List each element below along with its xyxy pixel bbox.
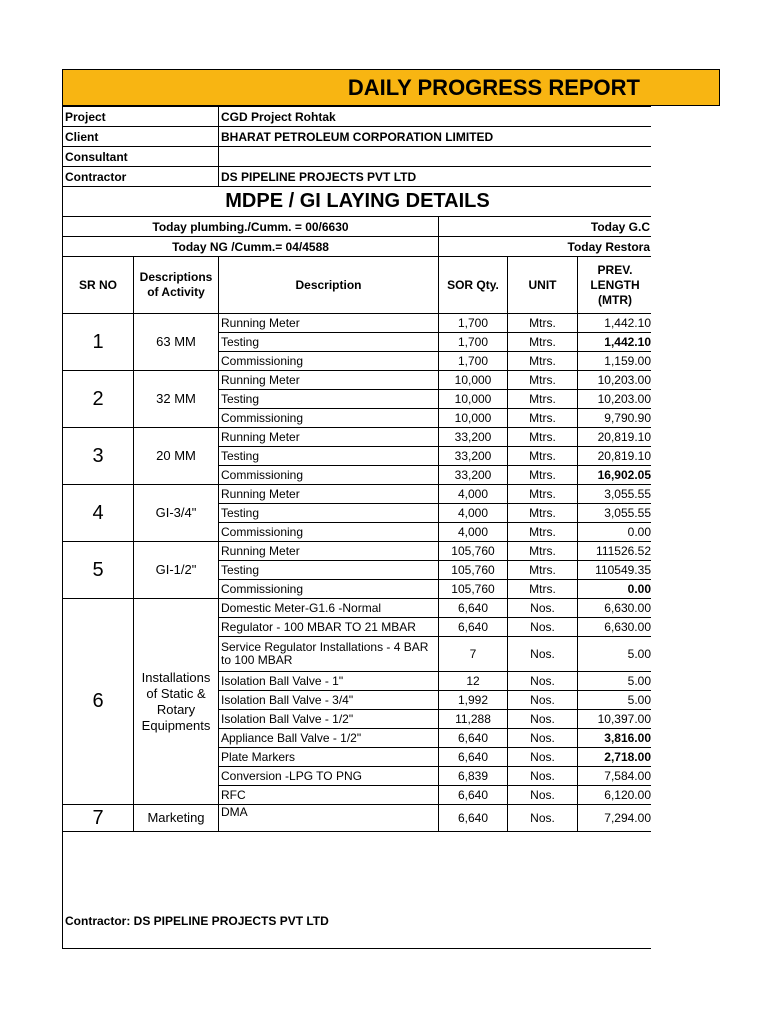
- unit-cell: Mtrs.: [508, 352, 578, 371]
- table-row: [63, 428, 652, 447]
- prev-length-cell: 10,397.00: [578, 710, 652, 729]
- description-cell: Commissioning: [219, 580, 439, 599]
- sor-qty-cell: 11,288: [439, 710, 508, 729]
- description-cell: Service Regulator Installations - 4 BAR to 100 MBAR: [219, 637, 439, 672]
- header-prev-length: PREV. LENGTH (MTR): [578, 257, 652, 314]
- activity-cell: Marketing: [134, 805, 219, 832]
- header-unit: UNIT: [508, 257, 578, 314]
- info-row-project: [63, 107, 652, 127]
- unit-cell: Mtrs.: [508, 561, 578, 580]
- sor-qty-cell: 6,640: [439, 618, 508, 637]
- description-cell: Testing: [219, 561, 439, 580]
- unit-cell: Mtrs.: [508, 333, 578, 352]
- summary-row-2: [63, 237, 652, 257]
- info-value: BHARAT PETROLEUM CORPORATION LIMITED: [219, 127, 652, 147]
- sor-qty-cell: 105,760: [439, 580, 508, 599]
- info-label: Contractor: [63, 167, 219, 187]
- sor-qty-cell: 6,640: [439, 805, 508, 832]
- unit-cell: Nos.: [508, 691, 578, 710]
- section-title-row: [63, 187, 652, 217]
- progress-table: [62, 106, 651, 832]
- sr-no-cell: 7: [63, 805, 134, 832]
- footer-table: [62, 831, 651, 949]
- prev-length-cell: 0.00: [578, 580, 652, 599]
- prev-length-cell: 5.00: [578, 637, 652, 672]
- unit-cell: Nos.: [508, 710, 578, 729]
- sr-no-cell: 1: [63, 314, 134, 371]
- sr-no-cell: 2: [63, 371, 134, 428]
- description-cell: Appliance Ball Valve - 1/2": [219, 729, 439, 748]
- prev-length-cell: 3,055.55: [578, 485, 652, 504]
- header-activity: Descriptions of Activity: [134, 257, 219, 314]
- sr-no-cell: 5: [63, 542, 134, 599]
- footer-contractor: Contractor: DS PIPELINE PROJECTS PVT LTD: [63, 832, 652, 949]
- prev-length-cell: 7,294.00: [578, 805, 652, 832]
- unit-cell: Nos.: [508, 618, 578, 637]
- activity-cell: Installations of Static & Rotary Equipments: [134, 599, 219, 805]
- sor-qty-cell: 7: [439, 637, 508, 672]
- sor-qty-cell: 12: [439, 672, 508, 691]
- unit-cell: Mtrs.: [508, 485, 578, 504]
- unit-cell: Mtrs.: [508, 409, 578, 428]
- prev-length-cell: 1,159.00: [578, 352, 652, 371]
- sor-qty-cell: 4,000: [439, 485, 508, 504]
- summary-row-1: [63, 217, 652, 237]
- prev-length-cell: 5.00: [578, 691, 652, 710]
- prev-length-cell: 110549.35: [578, 561, 652, 580]
- summary-gc: Today G.C: [439, 217, 652, 237]
- sor-qty-cell: 6,640: [439, 729, 508, 748]
- prev-length-cell: 10,203.00: [578, 371, 652, 390]
- description-cell: DMA: [219, 805, 439, 832]
- sr-no-cell: 3: [63, 428, 134, 485]
- sor-qty-cell: 6,839: [439, 767, 508, 786]
- prev-length-cell: 6,630.00: [578, 618, 652, 637]
- description-cell: Running Meter: [219, 485, 439, 504]
- header-description: Description: [219, 257, 439, 314]
- description-cell: Isolation Ball Valve - 1": [219, 672, 439, 691]
- prev-length-cell: 9,790.90: [578, 409, 652, 428]
- sor-qty-cell: 1,700: [439, 333, 508, 352]
- prev-length-cell: 0.00: [578, 523, 652, 542]
- description-cell: Testing: [219, 447, 439, 466]
- unit-cell: Mtrs.: [508, 371, 578, 390]
- info-row-contractor: [63, 167, 652, 187]
- description-cell: Running Meter: [219, 371, 439, 390]
- prev-length-cell: 6,630.00: [578, 599, 652, 618]
- info-row-client: [63, 127, 652, 147]
- sor-qty-cell: 10,000: [439, 409, 508, 428]
- summary-restoration: Today Restora: [439, 237, 652, 257]
- prev-length-cell: 5.00: [578, 672, 652, 691]
- section-title: MDPE / GI LAYING DETAILS: [63, 187, 652, 217]
- sor-qty-cell: 33,200: [439, 466, 508, 485]
- description-cell: Running Meter: [219, 314, 439, 333]
- table-row: [63, 542, 652, 561]
- unit-cell: Mtrs.: [508, 466, 578, 485]
- table-row: [63, 485, 652, 504]
- sr-no-cell: 6: [63, 599, 134, 805]
- prev-length-cell: 10,203.00: [578, 390, 652, 409]
- sor-qty-cell: 1,700: [439, 314, 508, 333]
- sor-qty-cell: 10,000: [439, 371, 508, 390]
- description-cell: Commissioning: [219, 409, 439, 428]
- sor-qty-cell: 10,000: [439, 390, 508, 409]
- prev-length-cell: 111526.52: [578, 542, 652, 561]
- unit-cell: Nos.: [508, 672, 578, 691]
- info-label: Consultant: [63, 147, 219, 167]
- sr-no-cell: 4: [63, 485, 134, 542]
- activity-cell: 32 MM: [134, 371, 219, 428]
- unit-cell: Mtrs.: [508, 504, 578, 523]
- header-sr-no: SR NO: [63, 257, 134, 314]
- description-cell: RFC: [219, 786, 439, 805]
- prev-length-cell: 6,120.00: [578, 786, 652, 805]
- description-cell: Commissioning: [219, 352, 439, 371]
- unit-cell: Nos.: [508, 748, 578, 767]
- description-cell: Isolation Ball Valve - 3/4": [219, 691, 439, 710]
- sor-qty-cell: 6,640: [439, 786, 508, 805]
- unit-cell: Mtrs.: [508, 523, 578, 542]
- prev-length-cell: 20,819.10: [578, 447, 652, 466]
- summary-plumbing: Today plumbing./Cumm. = 00/6630: [63, 217, 439, 237]
- unit-cell: Mtrs.: [508, 428, 578, 447]
- sor-qty-cell: 33,200: [439, 428, 508, 447]
- unit-cell: Nos.: [508, 729, 578, 748]
- prev-length-cell: 2,718.00: [578, 748, 652, 767]
- unit-cell: Mtrs.: [508, 390, 578, 409]
- description-cell: Testing: [219, 504, 439, 523]
- sor-qty-cell: 6,640: [439, 599, 508, 618]
- prev-length-cell: 16,902.05: [578, 466, 652, 485]
- info-label: Client: [63, 127, 219, 147]
- unit-cell: Mtrs.: [508, 314, 578, 333]
- sor-qty-cell: 105,760: [439, 542, 508, 561]
- activity-cell: 63 MM: [134, 314, 219, 371]
- prev-length-cell: 1,442.10: [578, 314, 652, 333]
- description-cell: Testing: [219, 333, 439, 352]
- activity-cell: GI-3/4": [134, 485, 219, 542]
- unit-cell: Nos.: [508, 599, 578, 618]
- table-row: [63, 599, 652, 618]
- description-cell: Running Meter: [219, 428, 439, 447]
- prev-length-cell: 3,816.00: [578, 729, 652, 748]
- sor-qty-cell: 1,700: [439, 352, 508, 371]
- sor-qty-cell: 4,000: [439, 504, 508, 523]
- unit-cell: Mtrs.: [508, 580, 578, 599]
- table-row: [63, 314, 652, 333]
- info-value: [219, 147, 652, 167]
- activity-cell: 20 MM: [134, 428, 219, 485]
- description-cell: Commissioning: [219, 523, 439, 542]
- description-cell: Isolation Ball Valve - 1/2": [219, 710, 439, 729]
- sor-qty-cell: 4,000: [439, 523, 508, 542]
- unit-cell: Nos.: [508, 637, 578, 672]
- sor-qty-cell: 6,640: [439, 748, 508, 767]
- description-cell: Conversion -LPG TO PNG: [219, 767, 439, 786]
- unit-cell: Nos.: [508, 805, 578, 832]
- unit-cell: Mtrs.: [508, 542, 578, 561]
- sor-qty-cell: 105,760: [439, 561, 508, 580]
- info-value: CGD Project Rohtak: [219, 107, 652, 127]
- prev-length-cell: 7,584.00: [578, 767, 652, 786]
- report-sheet: [62, 69, 651, 949]
- prev-length-cell: 1,442.10: [578, 333, 652, 352]
- summary-ng: Today NG /Cumm.= 04/4588: [63, 237, 439, 257]
- activity-cell: GI-1/2": [134, 542, 219, 599]
- description-cell: Plate Markers: [219, 748, 439, 767]
- description-cell: Domestic Meter-G1.6 -Normal: [219, 599, 439, 618]
- unit-cell: Nos.: [508, 786, 578, 805]
- description-cell: Testing: [219, 390, 439, 409]
- prev-length-cell: 3,055.55: [578, 504, 652, 523]
- table-header: [63, 257, 652, 314]
- header-sor-qty: SOR Qty.: [439, 257, 508, 314]
- unit-cell: Nos.: [508, 767, 578, 786]
- info-row-consultant: [63, 147, 652, 167]
- info-value: DS PIPELINE PROJECTS PVT LTD: [219, 167, 652, 187]
- table-row: [63, 371, 652, 390]
- sor-qty-cell: 33,200: [439, 447, 508, 466]
- table-row: [63, 805, 652, 832]
- report-title: DAILY PROGRESS REPORT: [347, 75, 640, 100]
- description-cell: Running Meter: [219, 542, 439, 561]
- unit-cell: Mtrs.: [508, 447, 578, 466]
- prev-length-cell: 20,819.10: [578, 428, 652, 447]
- info-label: Project: [63, 107, 219, 127]
- sor-qty-cell: 1,992: [439, 691, 508, 710]
- description-cell: Regulator - 100 MBAR TO 21 MBAR: [219, 618, 439, 637]
- description-cell: Commissioning: [219, 466, 439, 485]
